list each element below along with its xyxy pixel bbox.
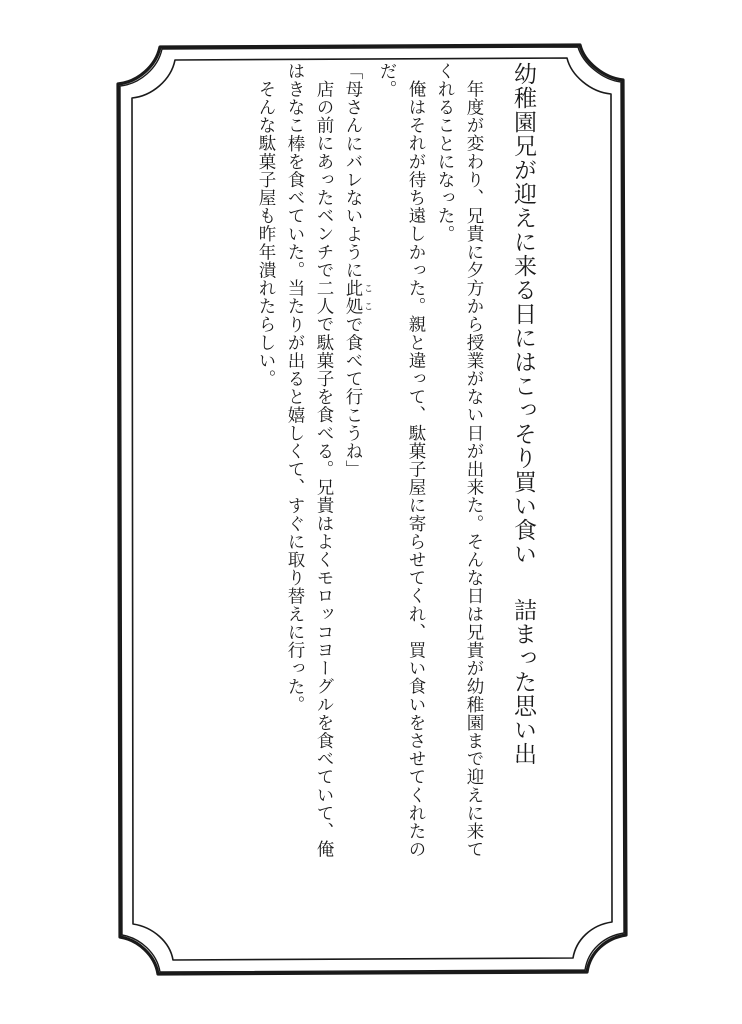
paragraph-1: 年度が変わり、兄貴に夕方から授業がない日が出来た。そんな日は兄貴が幼稚園まで迎えに来てくれることになった。 bbox=[435, 62, 484, 858]
quote-after: で食べて行こうね」 bbox=[343, 315, 363, 479]
ruby-reading: ここ bbox=[362, 279, 372, 316]
ruby-koko bbox=[343, 279, 372, 316]
title-part-2: 詰まった思い出 bbox=[510, 598, 536, 766]
paragraph-2: 俺はそれが待ち遠しかった。親と違って、駄菓子屋に寄らせてくれ、買い食いをさせてくれたのだ。 bbox=[377, 62, 426, 858]
quote-before: 「母さんにバレないように bbox=[343, 62, 363, 280]
paragraph-3-quote bbox=[338, 62, 372, 862]
paragraph-5: そんな駄菓子屋も昨年潰れたらしい。 bbox=[256, 79, 276, 388]
title-part-1: 幼稚園兄が迎えに来る日にはこっそり買い食い bbox=[510, 62, 536, 566]
paragraph-4: 店の前にあったベンチで二人で駄菓子を食べる。兄貴はよくモロッコヨーグルを食べていて、俺はきなこ棒を食べていた。当たりが出ると嬉しくて、すぐに取り替えに行った。 bbox=[285, 62, 334, 858]
body-text bbox=[251, 62, 488, 862]
ruby-base: 此処 bbox=[343, 279, 363, 316]
text-area bbox=[205, 62, 540, 862]
page-title bbox=[506, 62, 540, 862]
